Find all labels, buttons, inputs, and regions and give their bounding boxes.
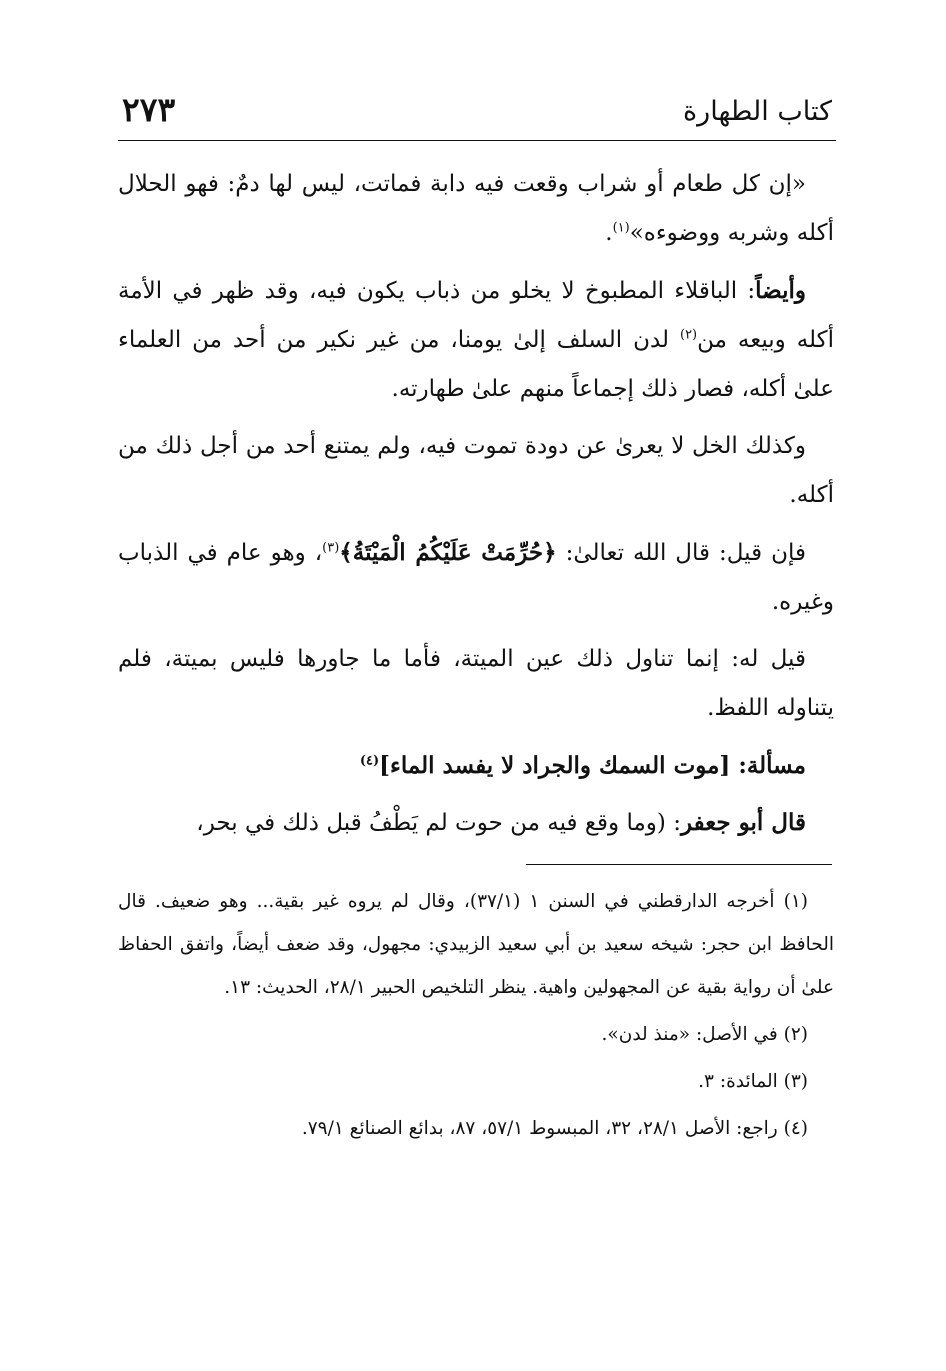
- paragraph-abu-jafar: [118, 798, 834, 848]
- speaker-label: قال أبو جعفر: [680, 809, 806, 836]
- footnote-3: (٣) المائدة: ٣.: [698, 1071, 808, 1092]
- footnote-separator: [526, 864, 832, 865]
- paragraph-objection: [118, 528, 834, 627]
- quote-text: : (وما وقع فيه من حوت لم يَطْفُ قبل ذلك في بحر،: [196, 810, 681, 836]
- running-title: كتاب الطهارة: [683, 96, 832, 127]
- page-header: [118, 88, 836, 141]
- paragraph-lead: وأيضاً: [755, 277, 806, 304]
- paragraph-reply: قيل له: إنما تناول ذلك عين الميتة، فأما ما جاورها فليس بميتة، فلم يتناوله اللفظ.: [118, 646, 834, 721]
- paragraph-hadith: [118, 160, 834, 258]
- objection-text-cont: ، وهو عام في الذباب وغيره.: [118, 540, 834, 615]
- footnote-ref-1: (١): [612, 220, 630, 236]
- objection-text: فإن قيل: قال الله تعالىٰ:: [556, 540, 806, 566]
- footnote-1: (١) أخرجه الدارقطني في السنن ١ (٣٧/١)، وقال لم يروه غير بقية... وهو ضعيف. قال الحافظ ابن حجر: شيخه سعيد بن أبي سعيد الزبيدي: مجهول، وقد ضعف أيضاً، واتفق الحفاظ علىٰ أن رواية بقية عن المجهولين واهية. ينظر التلخيص الحبير ٢٨/١، الحديث: ١٣.: [118, 891, 834, 998]
- hadith-end: .: [605, 220, 613, 246]
- footnote-ref-3: (٣): [322, 540, 340, 556]
- paragraph-vinegar: وكذلك الخل لا يعرىٰ عن دودة تموت فيه، ولم يمتنع أحد من أجل ذلك من أكله.: [118, 433, 834, 508]
- footnote-2: (٢) في الأصل: «منذ لدن».: [601, 1024, 808, 1045]
- issue-heading: [118, 741, 834, 790]
- issue-title: : [موت السمك والجراد لا يفسد الماء]: [379, 752, 747, 779]
- footnote-ref-2: (٢): [679, 327, 698, 343]
- paragraph-text: : الباقلاء المطبوخ لا يخلو من ذباب يكون فيه، وقد ظهر في الأمة أكله وبيعه من: [118, 278, 834, 353]
- main-text: [118, 160, 834, 856]
- footnote-4: (٤) راجع: الأصل ٢٨/١، ٣٢، المبسوط ٥٧/١، ٨٧، بدائع الصنائع ٧٩/١.: [301, 1118, 808, 1139]
- paragraph-baqilla: [118, 266, 834, 414]
- issue-label: مسألة: [746, 752, 806, 779]
- paragraph-text-cont: لدن السلف إلىٰ يومنا، من غير نكير من أحد من العلماء علىٰ أكله، فصار ذلك إجماعاً منهم علىٰ طهارته.: [118, 327, 834, 402]
- footnote-ref-4: (٤): [359, 753, 380, 769]
- hadith-text: «إن كل طعام أو شراب وقعت فيه دابة فماتت، ليس لها دمٌ: فهو الحلال أكله وشربه ووضوءه»: [118, 171, 834, 246]
- quran-verse: ﴿حُرِّمَتْ عَلَيْكُمُ الْمَيْتَةُ﴾: [339, 539, 557, 566]
- page-number: ٢٧٣: [122, 90, 176, 129]
- footnotes: [118, 880, 834, 1154]
